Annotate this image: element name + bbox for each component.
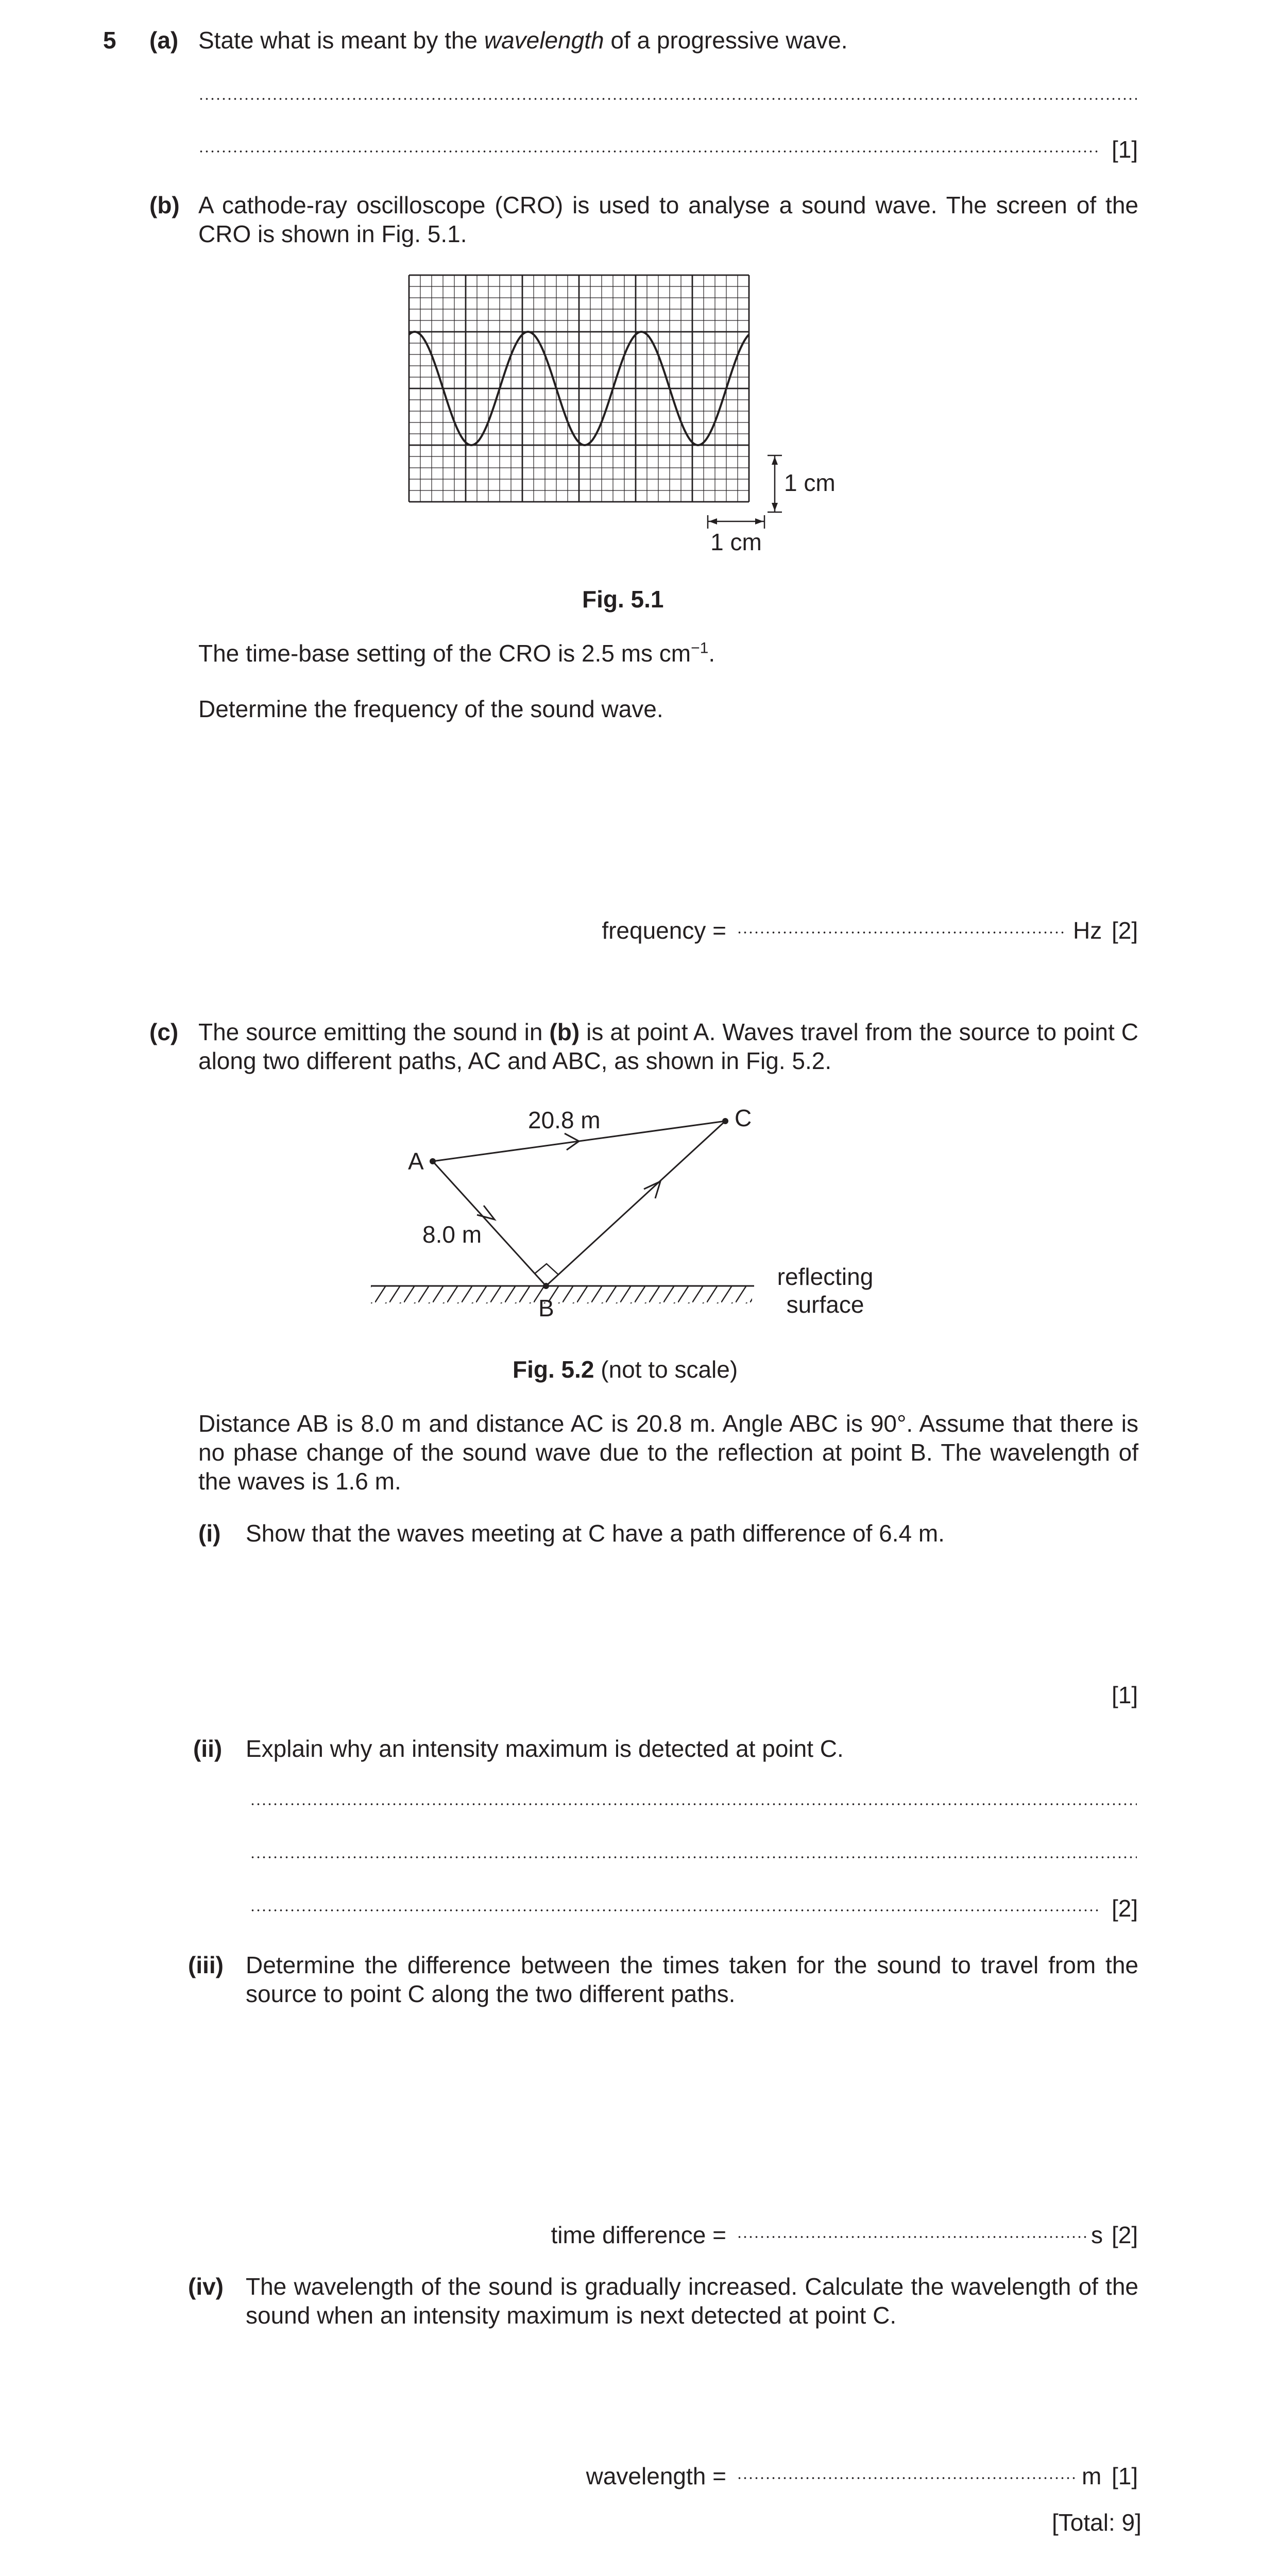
part-c-i-label: (i): [198, 1520, 221, 1547]
part-b-marks: [2]: [1112, 917, 1138, 944]
part-c-i-text: Show that the waves meeting at C have a path difference of 6.4 m.: [246, 1520, 945, 1547]
part-a-text-italic: wavelength: [484, 27, 604, 54]
reflecting-surface-label-1: reflecting: [777, 1263, 874, 1290]
part-c-i-marks: [1]: [1112, 1682, 1138, 1708]
horizontal-scale-marker: [708, 515, 764, 529]
fig-5-2-caption-bold: Fig. 5.2: [513, 1356, 594, 1383]
part-c-intro: [198, 1018, 1138, 1075]
part-c-iii-label: (iii): [188, 1952, 224, 1978]
wavelength-label: wavelength =: [586, 2463, 726, 2489]
fig-5-2-caption-rest: (not to scale): [594, 1356, 738, 1383]
part-b-intro: A cathode-ray oscilloscope (CRO) is used to analyse a sound wave. The screen of the CRO is shown in Fig. 5.1.: [198, 192, 1138, 247]
part-a-label: (a): [149, 27, 179, 54]
vertical-scale-label: 1 cm: [784, 469, 836, 496]
part-a-text-after: of a progressive wave.: [604, 27, 848, 54]
part-c-ii-text: Explain why an intensity maximum is detected at point C.: [246, 1735, 844, 1762]
time-difference-answer-line[interactable]: [737, 2236, 1087, 2238]
time-difference-label: time difference =: [551, 2222, 726, 2248]
part-c-intro-before: The source emitting the sound in: [198, 1019, 550, 1045]
fig-5-2-caption: [513, 1355, 738, 1384]
part-a-marks: [1]: [1112, 136, 1138, 163]
part-c-iv-marks: [1]: [1112, 2463, 1138, 2489]
point-a-label: A: [408, 1148, 424, 1175]
timebase-text: The time-base setting of the CRO is 2.5 ms cm: [198, 640, 691, 667]
answer-line-a1[interactable]: [198, 98, 1137, 100]
timebase-end: .: [708, 640, 715, 667]
part-c-iv-label: (iv): [188, 2273, 224, 2300]
part-b-instruction: Determine the frequency of the sound wave.: [198, 696, 663, 722]
reflecting-surface-label-2: surface: [786, 1291, 864, 1318]
horizontal-scale-label: 1 cm: [710, 529, 762, 555]
point-a-dot: [430, 1158, 436, 1164]
frequency-unit: Hz: [1073, 917, 1102, 944]
point-c-dot: [722, 1118, 728, 1124]
point-b-dot: [543, 1283, 549, 1289]
point-b-label: B: [538, 1295, 554, 1321]
answer-line-ii-2[interactable]: [250, 1856, 1137, 1858]
answer-line-ii-3[interactable]: [250, 1909, 1101, 1911]
fig-5-2-diagram: [361, 1092, 927, 1329]
part-c-label: (c): [149, 1019, 179, 1045]
part-a-text-before: State what is meant by the: [198, 27, 484, 54]
timebase-superscript: −1: [691, 639, 709, 657]
vertical-scale-marker: [768, 455, 782, 512]
part-c-ii-marks: [2]: [1112, 1895, 1138, 1922]
frequency-answer-line[interactable]: [737, 931, 1066, 934]
wavelength-unit: m: [1082, 2463, 1102, 2489]
part-a-question: [198, 26, 848, 55]
cro-grid: [409, 275, 749, 502]
part-c-intro-bold: (b): [549, 1019, 580, 1045]
timebase-statement: [198, 639, 715, 668]
part-c-intro-after: is at point A. Waves travel from the source to point C along two different paths, AC and ABC, as shown in Fig. 5.2.: [198, 1019, 1138, 1074]
part-c-info: Distance AB is 8.0 m and distance AC is 20.8 m. Angle ABC is 90°. Assume that there is no phase change of the sound wave due to the reflection at point B. The wavelength of the waves is 1.6 m.: [198, 1410, 1138, 1495]
right-angle-marker: [535, 1264, 558, 1275]
time-difference-unit: s: [1091, 2222, 1103, 2248]
label-ac-distance: 20.8 m: [528, 1107, 601, 1133]
total-marks: [Total: 9]: [1052, 2509, 1141, 2536]
answer-line-ii-1[interactable]: [250, 1803, 1137, 1805]
wavelength-answer-line[interactable]: [737, 2477, 1077, 2479]
fig-5-1-cro: [402, 268, 865, 562]
part-b-label: (b): [149, 192, 180, 218]
fig-5-1-caption: Fig. 5.1: [582, 586, 664, 613]
part-c-iii-text: Determine the difference between the times taken for the sound to travel from the source to point C along the two different paths.: [246, 1952, 1138, 2007]
reflecting-surface-hatching: [371, 1286, 752, 1303]
part-c-ii-label: (ii): [193, 1735, 223, 1762]
frequency-label: frequency =: [602, 917, 726, 944]
question-number: 5: [103, 27, 116, 54]
label-ab-distance: 8.0 m: [422, 1221, 482, 1248]
answer-line-a2[interactable]: [198, 150, 1101, 152]
part-c-iv-text: The wavelength of the sound is gradually increased. Calculate the wavelength of the sound when an intensity maximum is next detected at point C.: [246, 2273, 1138, 2329]
point-c-label: C: [735, 1105, 752, 1131]
part-c-iii-marks: [2]: [1112, 2222, 1138, 2248]
